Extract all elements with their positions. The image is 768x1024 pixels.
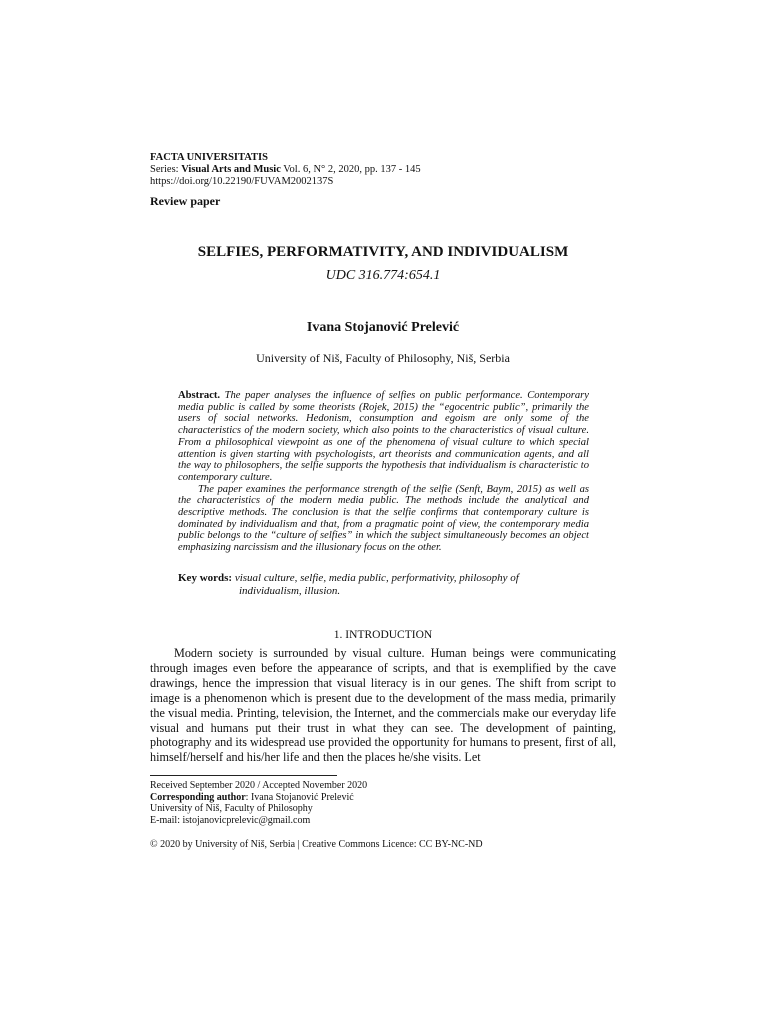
corresponding-label: Corresponding author bbox=[150, 791, 246, 803]
section-heading bbox=[150, 629, 616, 641]
keywords bbox=[178, 572, 589, 598]
author-name: Ivana Stojanović Prelević bbox=[306, 320, 460, 335]
section-number: 1. I bbox=[333, 629, 350, 641]
keywords-line-1 bbox=[178, 572, 589, 585]
author-email[interactable]: E-mail: istojanovicprelevic@gmail.com bbox=[150, 814, 311, 826]
abstract-text-1: The paper analyses the influence of selfies on public performance. Contemporary media public is called by some theorists (Rojek, 2015) the “egocentric public”, primarily the users of social networks. Hedonism, consumption and egoism are only some of the characteristics of the modern society, which also points to the characteristics of visual culture. From a philosophical viewpoint as one of the phenomena of visual culture to which special attention is given starting with psychologists, art theorists and communication agents, and all the way to philosophers, the selfie supports the hypothesis that individualism is characteristic to contemporary culture. bbox=[178, 390, 589, 483]
series-prefix: Series: bbox=[150, 164, 182, 175]
paper-title: SELFIES, PERFORMATIVITY, AND INDIVIDUALISM bbox=[197, 244, 569, 260]
journal-series bbox=[150, 164, 421, 176]
corresponding-author bbox=[150, 792, 367, 804]
paper-type: Review paper bbox=[150, 194, 221, 208]
abstract-paragraph-1 bbox=[178, 390, 589, 484]
copyright-line: © 2020 by University of Niš, Serbia | Creative Commons Licence: CC BY-NC-ND bbox=[150, 839, 483, 850]
keywords-line-2: individualism, illusion. bbox=[239, 585, 341, 597]
keywords-text-1: visual culture, selfie, media public, performativity, philosophy of bbox=[232, 572, 519, 584]
body-paragraph: Modern society is surrounded by visual culture. Human beings were communicating through images even before the appearance of scripts, and that is exemplified by the cave drawings, hence the impression that visual literacy is in our genes. The shift from script to image is a phenomenon which is present due to the development of the mass media, primarily the visual media. Printing, television, the Internet, and the commercials make our everyday life visual and humans put their trust in what they can see. The development of painting, photography and its widespread use provided the opportunity for humans to present, first of all, himself/herself and his/her life and then the places he/she visits. Let bbox=[150, 646, 616, 765]
udc-code: UDC 316.774:654.1 bbox=[325, 268, 441, 283]
footnote-divider bbox=[150, 775, 337, 776]
abstract-paragraph-2: The paper examines the performance strength of the selfie (Senft, Baym, 2015) as well as the characteristics of the modern media public. The methods include the analytical and descriptive methods. The conclusion is that the selfie confirms that contemporary culture is dominated by individualism and that, from a pragmatic point of view, the contemporary media public belongs to the “culture of selfies” in which the subject simultaneously becomes an object emphasizing narcissism and the illusionary focus on the other. bbox=[178, 483, 589, 554]
series-details: Vol. 6, N° 2, 2020, pp. 137 - 145 bbox=[280, 164, 421, 175]
journal-name: FACTA UNIVERSITATIS bbox=[150, 152, 268, 163]
abstract bbox=[178, 390, 589, 554]
abstract-label: Abstract. bbox=[178, 390, 221, 401]
section-title: NTRODUCTION bbox=[349, 629, 433, 641]
journal-doi[interactable]: https://doi.org/10.22190/FUVAM2002137S bbox=[150, 176, 334, 187]
journal-header bbox=[150, 152, 421, 188]
keywords-label: Key words: bbox=[178, 572, 233, 584]
received-dates: Received September 2020 / Accepted November 2020 bbox=[150, 780, 368, 791]
author-institution: University of Niš, Faculty of Philosophy bbox=[150, 803, 313, 815]
author-affiliation: University of Niš, Faculty of Philosophy, Niš, Serbia bbox=[256, 351, 510, 365]
footnote bbox=[150, 780, 367, 826]
corresponding-name: : Ivana Stojanović Prelević bbox=[245, 791, 354, 803]
series-name: Visual Arts and Music bbox=[181, 164, 281, 175]
